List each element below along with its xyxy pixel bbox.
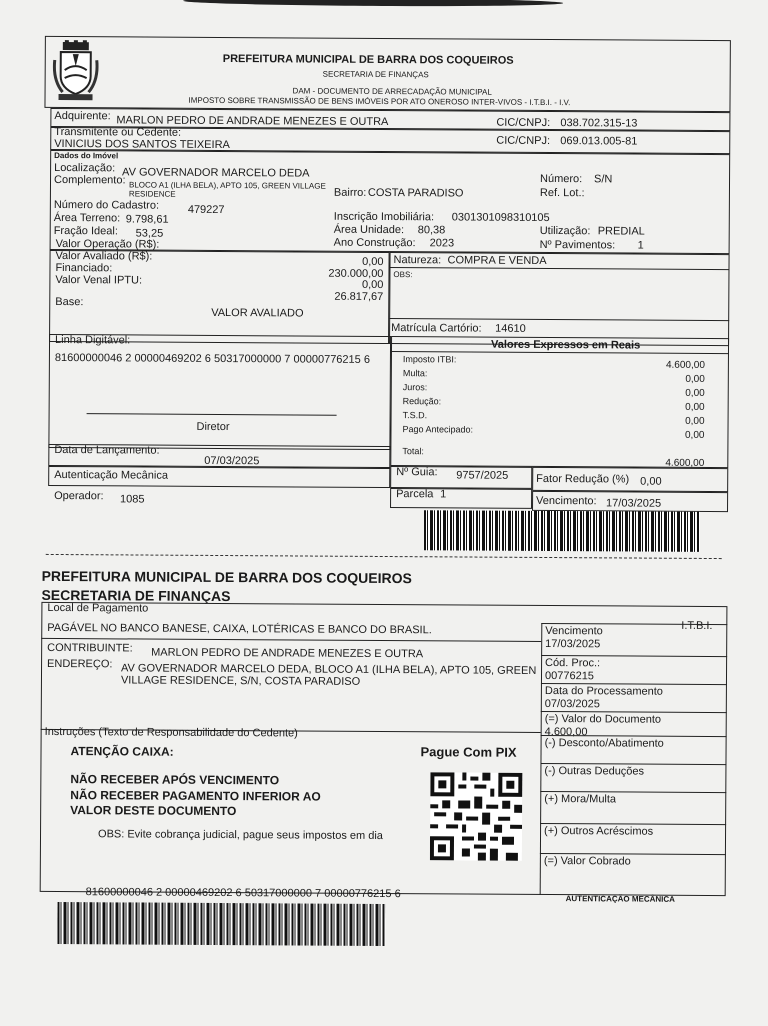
amount-label: Imposto ITBI:	[402, 354, 457, 365]
unit-area-value: 80,38	[417, 224, 446, 237]
line-code: 81600000046 2 00000469202 6 50317000000 7 00000776215 6	[54, 351, 371, 366]
ideal-fraction-value: 53,25	[135, 227, 164, 240]
unit-area-label: Área Unidade:	[333, 223, 405, 237]
installment-label: Parcela	[396, 488, 434, 501]
complement-line-2: RESIDENCE	[128, 189, 176, 199]
location-label: Localização:	[54, 161, 116, 175]
instructions-label: Instruções (Texto de Responsabilidade do Cedente)	[44, 725, 298, 740]
right-field-label: Data do Processamento	[544, 684, 663, 698]
registry-value: 479227	[187, 203, 225, 217]
neighborhood-value: COSTA PARADISO	[367, 186, 464, 200]
auth-label: Autenticação Mecânica	[54, 468, 168, 482]
right-field-value: 17/03/2025	[545, 637, 601, 651]
year-value: 2023	[429, 237, 455, 250]
header-subtitle: SECRETARIA DE FINANÇAS	[322, 69, 429, 80]
amount-value: 0,00	[684, 429, 705, 441]
payment-place-label: Local de Pagamento	[47, 601, 149, 615]
total-value: 4.600,00	[665, 457, 705, 469]
ref-lot-label: Ref. Lot.:	[539, 186, 585, 200]
ideal-fraction-label: Fração Ideal:	[53, 224, 118, 238]
acquirer-label: Adquirente:	[54, 109, 111, 123]
complement-label: Complemento:	[53, 173, 126, 187]
installment-value: 1	[440, 488, 447, 501]
due-label: Vencimento:	[536, 494, 597, 508]
launch-label: Data de Lançamento:	[54, 443, 160, 457]
amount-value: 0,00	[685, 401, 705, 413]
amount-label: Redução:	[402, 396, 442, 407]
acquirer-doc: 038.702.315-13	[560, 117, 638, 130]
complement-line-1: BLOCO A1 (ILHA BELA), APTO 105, GREEN VILLAGE	[128, 180, 326, 191]
pix-label: Pague Com PIX	[420, 744, 517, 760]
venal-value: 26.817,67	[334, 290, 384, 303]
real-estate-reg-label: Inscrição Imobiliária:	[333, 210, 435, 224]
right-field-label: (+) Mora/Multa	[544, 792, 617, 806]
transmitter-doc: 069.013.005-81	[560, 135, 638, 148]
guide-value: 9757/2025	[456, 469, 509, 482]
slip-title-1: PREFEITURA MUNICIPAL DE BARRA DOS COQUEIROS	[41, 567, 412, 587]
base-value: VALOR AVALIADO	[211, 306, 304, 320]
acquirer-name: MARLON PEDRO DE ANDRADE MENEZES E OUTRA	[116, 114, 389, 129]
cut-line	[46, 554, 722, 559]
transmitter-label: Transmitente ou Cedente:	[54, 125, 182, 139]
coat-of-arms-icon	[52, 40, 98, 102]
property-section-label: Dados do Imóvel	[54, 150, 119, 161]
pix-qr-code-icon	[430, 772, 523, 861]
operation-value: 0,00	[362, 255, 384, 268]
use-value: PREDIAL	[597, 225, 645, 238]
location-value: AV GOVERNADOR MARCELO DEDA	[122, 166, 310, 180]
warning-3: VALOR DESTE DOCUMENTO	[70, 803, 237, 819]
right-field-value: 4.600,00	[544, 725, 588, 739]
warning-2: NÃO RECEBER PAGAMENTO INFERIOR AO	[70, 788, 321, 804]
doc-type: DAM - DOCUMENTO DE ARRECADAÇÃO MUNICIPAL	[292, 86, 492, 97]
line-label: Linha Digitável:	[55, 333, 131, 347]
due-value: 17/03/2025	[606, 497, 662, 510]
right-field-value: 07/03/2025	[544, 697, 600, 711]
operator-value: 1085	[120, 493, 145, 506]
base-label: Base:	[55, 295, 84, 309]
reduction-value: 0,00	[640, 475, 662, 488]
amount-value: 0,00	[685, 373, 705, 385]
financed-value: 0,00	[361, 278, 384, 291]
real-estate-reg-value: 0301301098310105	[451, 211, 550, 225]
operator-label: Operador:	[54, 489, 104, 503]
transmitter-doc-label: CIC/CNPJ:	[496, 134, 551, 148]
amount-label: T.S.D.	[402, 410, 428, 421]
amounts-title: Valores Expressos em Reais	[490, 338, 641, 352]
right-field-label: (-) Outras Deduções	[544, 764, 645, 778]
registry-office-value: 14610	[495, 322, 526, 335]
financed-label: Financiado:	[55, 261, 113, 275]
address-line-2: VILLAGE RESIDENCE, S/N, COSTA PARADISO	[120, 674, 361, 688]
director-label: Diretor	[196, 420, 230, 434]
use-label: Utilização:	[539, 224, 591, 238]
neighborhood-label: Bairro:	[333, 186, 367, 199]
payment-place: PAGÁVEL NO BANCO BANESE, CAIXA, LOTÉRICAS E BANCO DO BRASIL.	[47, 621, 432, 637]
number-label: Número:	[540, 172, 583, 186]
floors-label: Nº Pavimentos:	[539, 238, 616, 252]
amount-label: Pago Antecipado:	[402, 424, 474, 435]
transmitter-name: VINICIUS DOS SANTOS TEIXEIRA	[54, 137, 230, 152]
tax-description: IMPOSTO SOBRE TRANSMISSÃO DE BENS IMÓVEIS POR ATO ONEROSO INTER-VIVOS - I.T.B.I. - I.V.	[188, 95, 571, 108]
lower-barcode	[57, 902, 385, 946]
acquirer-doc-label: CIC/CNPJ:	[496, 116, 551, 130]
land-area-value: 9.798,61	[125, 213, 169, 226]
attention-label: ATENÇÃO CAIXA:	[70, 744, 174, 759]
taxpayer-name: MARLON PEDRO DE ANDRADE MENEZES E OUTRA	[151, 646, 424, 661]
registry-office-label: Matrícula Cartório:	[391, 322, 482, 335]
upper-barcode	[424, 510, 700, 552]
amount-label: Juros:	[402, 382, 428, 393]
right-field-label: (=) Valor Cobrado	[543, 854, 631, 868]
reduction-label: Fator Redução (%)	[536, 472, 630, 486]
guide-label: Nº Guia:	[396, 466, 438, 479]
obs-text: OBS: Evite cobrança judicial, pague seus impostos em dia	[97, 828, 383, 842]
address-label: ENDEREÇO:	[47, 657, 113, 671]
amount-value: 0,00	[685, 415, 705, 427]
address-line-1: AV GOVERNADOR MARCELO DEDA, BLOCO A1 (ILHA BELA), APTO 105, GREEN	[121, 662, 537, 677]
amount-value: 4.600,00	[665, 359, 705, 371]
right-field-label: (-) Desconto/Abatimento	[544, 736, 664, 750]
launch-date: 07/03/2025	[204, 454, 260, 468]
slip-title-2: SECRETARIA DE FINANÇAS	[41, 586, 231, 605]
right-field-value: 00776215	[544, 669, 594, 683]
nature-value: COMPRA E VENDA	[447, 254, 547, 267]
operation-label: Valor Operação (R$):	[55, 237, 160, 251]
itbi-label: I.T.B.I.	[681, 619, 713, 633]
taxpayer-label: CONTRIBUINTE:	[47, 641, 133, 655]
scan-edge	[183, 0, 563, 7]
amount-value: 0,00	[685, 387, 705, 399]
right-field-label: (=) Valor do Documento	[544, 712, 662, 726]
right-field-label: Vencimento	[545, 624, 603, 638]
number-value: S/N	[593, 173, 613, 186]
total-label: Total:	[402, 446, 424, 457]
right-field-label: Cód. Proc.:	[545, 656, 601, 670]
assessed-value: 230.000,00	[328, 267, 384, 280]
floors-value: 1	[637, 239, 644, 252]
registry-label: Número do Cadastro:	[53, 198, 160, 212]
amount-label: Multa:	[402, 368, 428, 379]
assessed-label: Valor Avaliado (R$):	[55, 249, 153, 263]
venal-label: Valor Venal IPTU:	[55, 273, 143, 287]
land-area-label: Área Terreno:	[53, 211, 121, 225]
obs-label: OBS:	[393, 270, 413, 280]
header-title: PREFEITURA MUNICIPAL DE BARRA DOS COQUEIROS	[222, 53, 514, 67]
nature-label: Natureza:	[393, 254, 442, 267]
barcode-line: 81600000046 2 00000469202 6 50317000000 7 00000776215 6	[85, 886, 401, 901]
warning-1: NÃO RECEBER APÓS VENCIMENTO	[70, 772, 280, 788]
year-label: Ano Construção:	[333, 236, 416, 250]
mech-auth-label: AUTENTICAÇÃO MECÂNICA	[565, 894, 675, 904]
right-field-label: (+) Outros Acréscimos	[544, 824, 654, 838]
